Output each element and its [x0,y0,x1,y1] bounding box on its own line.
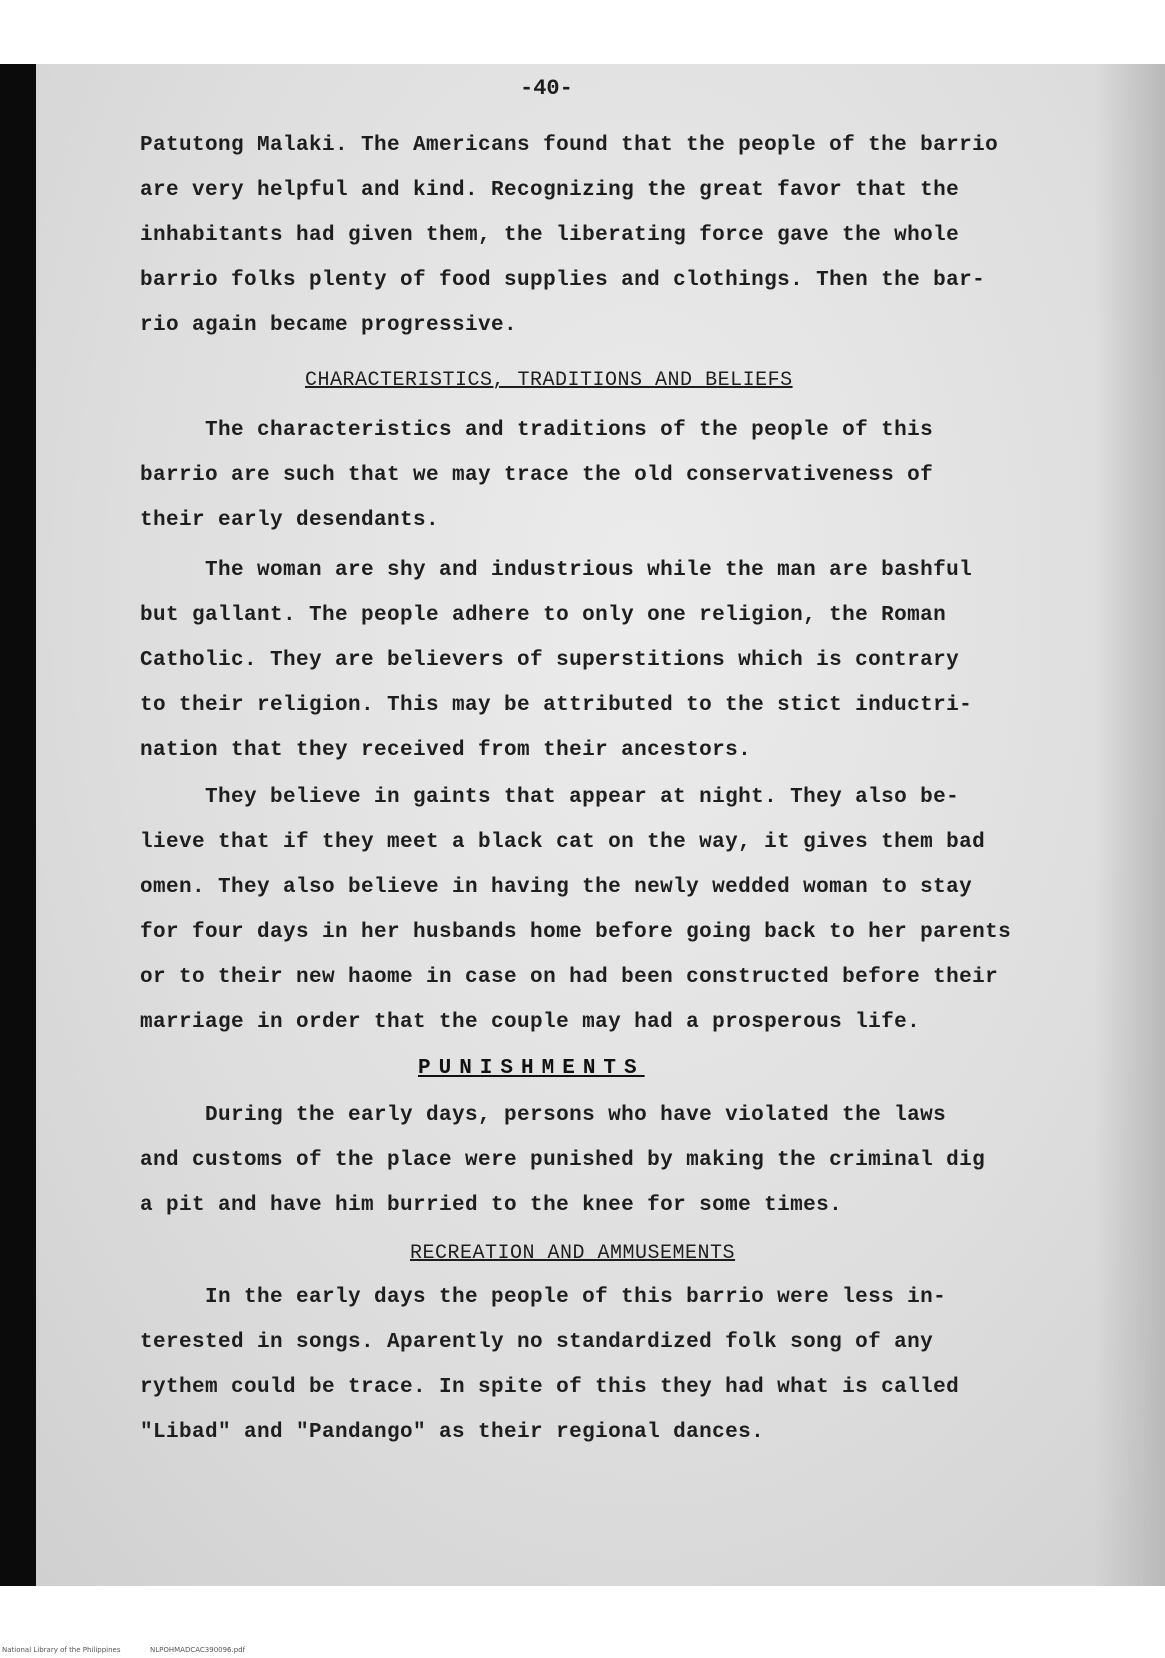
text-line: The characteristics and traditions of the people of this [140,419,934,442]
text-line: During the early days, persons who have violated the laws [140,1104,947,1127]
text-line: inhabitants had given them, the liberating force gave the whole [140,224,960,247]
text-line: lieve that if they meet a black cat on the way, it gives them bad [140,831,986,854]
text-line: rio again became progressive. [140,314,518,337]
text-line: They believe in gaints that appear at night. They also be- [140,786,960,809]
text-line: barrio folks plenty of food supplies and clothings. Then the bar- [140,269,986,292]
text-line: marriage in order that the couple may had a prosperous life. [140,1011,921,1034]
text-line: for four days in her husbands home before going back to her parents [140,921,1012,944]
heading-characteristics: CHARACTERISTICS, TRADITIONS AND BELIEFS [305,369,793,392]
text-line: The woman are shy and industrious while the man are bashful [140,559,973,582]
text-line: rythem could be trace. In spite of this they had what is called [140,1376,960,1399]
text-line: or to their new haome in case on had been constructed before their [140,966,999,989]
footer-library: National Library of the Philippines [2,1646,121,1654]
heading-recreation: RECREATION AND AMMUSEMENTS [410,1242,736,1265]
text-line: Patutong Malaki. The Americans found that the people of the barrio [140,134,999,157]
text-line: but gallant. The people adhere to only one religion, the Roman [140,604,947,627]
footer-file: NLPOHMADCAC390096.pdf [150,1646,246,1654]
text-line: their early desendants. [140,509,440,532]
text-line: terested in songs. Aparently no standardized folk song of any [140,1331,934,1354]
text-line: are very helpful and kind. Recognizing the great favor that the [140,179,960,202]
scan-dark-border [0,64,36,1586]
text-line: nation that they received from their ancestors. [140,739,752,762]
scan-shadow-edge [1095,64,1165,1586]
text-line: a pit and have him burried to the knee for some times. [140,1194,843,1217]
text-line: barrio are such that we may trace the old conservativeness of [140,464,934,487]
scanned-page [0,64,1165,1586]
text-line: "Libad" and "Pandango" as their regional dances. [140,1421,765,1444]
page-number: -40- [520,76,573,101]
text-line: Catholic. They are believers of superstitions which is contrary [140,649,960,672]
page-footer [0,1646,1165,1658]
heading-punishments: PUNISHMENTS [418,1057,645,1080]
text-line: In the early days the people of this barrio were less in- [140,1286,947,1309]
text-line: and customs of the place were punished by making the criminal dig [140,1149,986,1172]
text-line: omen. They also believe in having the newly wedded woman to stay [140,876,973,899]
text-line: to their religion. This may be attributed to the stict inductri- [140,694,973,717]
